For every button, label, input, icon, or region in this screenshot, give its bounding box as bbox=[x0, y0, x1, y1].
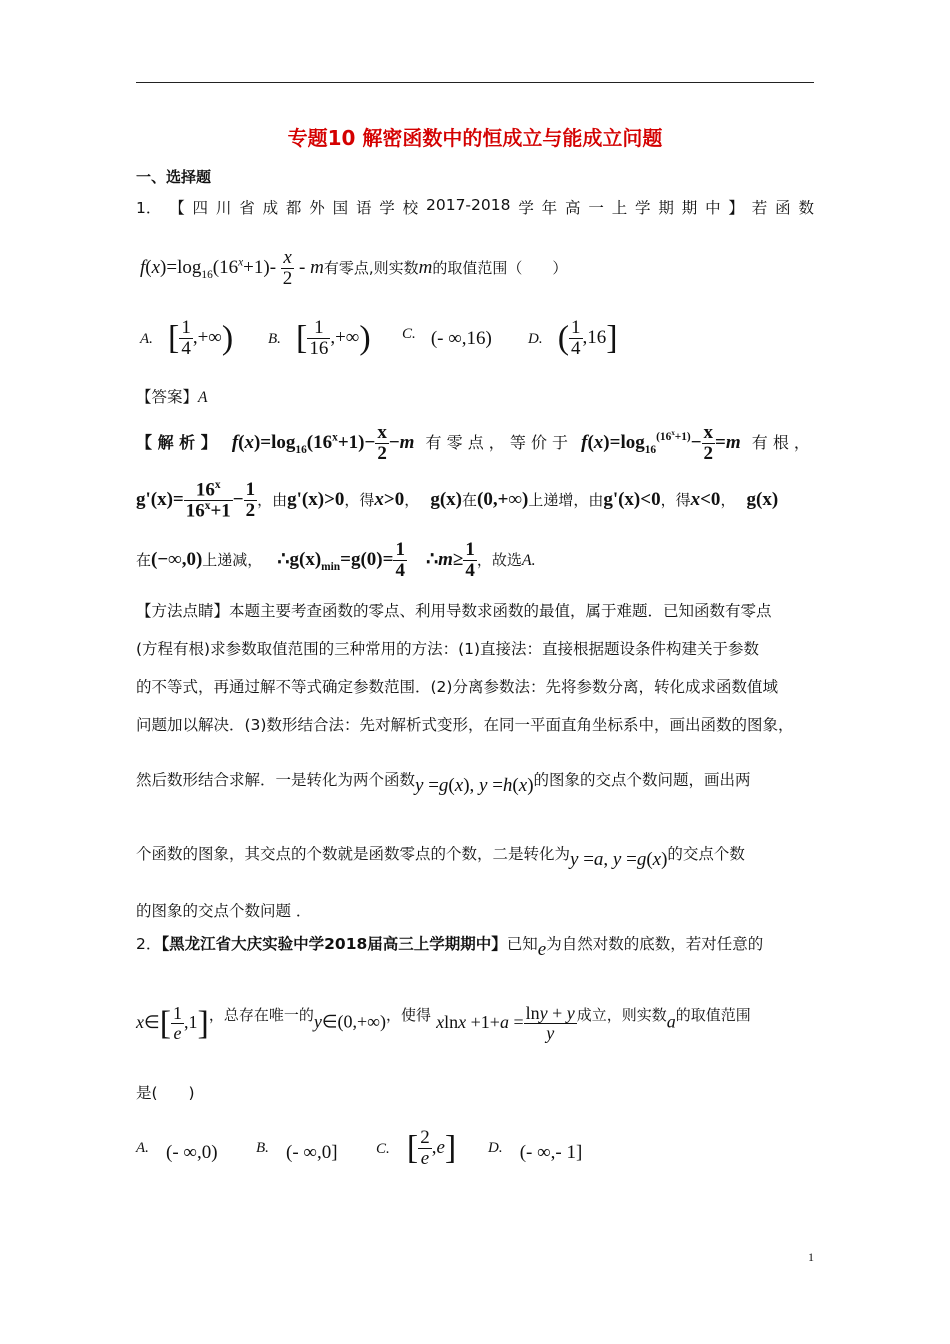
q2-text: ，使得 bbox=[386, 1005, 432, 1024]
method-line5: 然后数形结合求解．一是转化为两个函数y =g(x), y =h(x)的图象的交点个数问题，画出两 bbox=[136, 771, 751, 796]
q1-analysis-line1: 【 解 析 】 $f(x)=\log_{16}(16^x+1)-$ $\frac{x}{2}$ −m 有 零 点 ， 等 价 于 $f(x)=\log_{16}^{(16^x+1)}-$ $\frac{x}{2}$ =m 有 根 ， bbox=[136, 422, 810, 464]
q1-src-char: 四 bbox=[192, 199, 209, 217]
page-title: 专题10 解密函数中的恒成立与能成立问题 bbox=[287, 126, 663, 150]
q1-stem: $f(x)=\log_{16}(16^x+1)-$ $\frac{x}{2}$ - m有零点,则实数m的取值范围（ ） bbox=[140, 247, 568, 289]
method-line6: 个函数的图象，其交点的个数就是函数零点的个数，二是转化为y =a, y =g(x)的交点个数 bbox=[136, 845, 745, 870]
q1-src-char: 国 bbox=[332, 199, 349, 217]
q2-text: 的取值范围 bbox=[675, 1005, 751, 1024]
method-line7: 的图象的交点个数问题 ． bbox=[136, 902, 312, 920]
analysis-text: ， bbox=[720, 491, 736, 510]
analysis-text: ，故选 bbox=[476, 550, 522, 569]
q1-src-char: 省 bbox=[239, 199, 255, 217]
method-line3: 的不等式，再通过解不等式确定参数范围．(2)分离参数法：先将参数分离，转化成求函数值域 bbox=[136, 678, 778, 696]
analysis-text: 在 bbox=[462, 491, 478, 510]
analysis-text: ，由 bbox=[257, 491, 288, 510]
option-label: C. bbox=[402, 326, 416, 342]
q2-head: 2．【黑龙江省大庆实验中学2018届高三上学期期中】已知e为自然对数的底数，若对任意的 bbox=[136, 935, 764, 960]
q1-number: 1． bbox=[136, 199, 162, 217]
option-label: A. bbox=[136, 1140, 149, 1156]
q1-src-char: 校 bbox=[402, 199, 419, 217]
q1-src-char: 学 bbox=[379, 199, 395, 217]
method-text: 的图象的交点个数问题，画出两 bbox=[533, 771, 751, 789]
q1-src-char: 年 bbox=[541, 199, 558, 217]
q2-option-b[interactable]: B. (- ∞,0] bbox=[256, 1140, 338, 1163]
q1-src-char: 一 bbox=[588, 199, 604, 217]
q2-option-a[interactable]: A. (- ∞,0) bbox=[136, 1140, 218, 1163]
q2-option-d[interactable]: D. (- ∞,- 1] bbox=[488, 1140, 583, 1163]
q1-src-char: 学 bbox=[518, 199, 534, 217]
q1-option-d[interactable]: D. ( $\frac{1}{4}$ ,16] bbox=[528, 317, 618, 359]
q1-analysis-line2: g'(x)= $\frac{16^x}{16^x+1}$ − $\frac{1}{2}$ ，由g'(x)>0，得x>0， g(x)在(0,+∞)上递增，由g'(x)<0，得x<0， g(x) bbox=[136, 479, 779, 522]
q1-option-b[interactable]: B. [ $\frac{1}{16}$ ,+∞) bbox=[268, 317, 371, 359]
q2-text: 为自然对数的底数，若对任意的 bbox=[546, 935, 764, 953]
header-rule bbox=[136, 82, 814, 83]
option-label: C. bbox=[376, 1140, 390, 1157]
method-label: 【方法点睛】 bbox=[136, 602, 230, 620]
option-label: B. bbox=[256, 1140, 269, 1156]
q1-src-char: 学 bbox=[635, 199, 651, 217]
method-text: 然后数形结合求解．一是转化为两个函数 bbox=[136, 771, 416, 789]
answer-value: A bbox=[198, 389, 208, 406]
analysis-text: A. bbox=[521, 551, 536, 569]
method-line1 bbox=[136, 604, 772, 620]
q1-src-char: 成 bbox=[262, 199, 279, 217]
q1-formula: $f(x)=\log_{16}(16^x+1)-$ $\frac{x}{2}$ - m bbox=[140, 247, 324, 289]
q1-src-char: 中 bbox=[705, 199, 721, 217]
analysis-label: 【 解 析 】 bbox=[136, 432, 217, 452]
section-heading: 一、选择题 bbox=[136, 168, 212, 186]
q2-line2: x∈[ $\frac{1}{e}$ ,1]，总存在唯一的y∈(0,+∞)，使得 xlnx +1+a = $\frac{\ln y + y}{y}$ 成立，则实数a的取值范围 bbox=[136, 1003, 751, 1043]
q1-src-char: 函 bbox=[775, 199, 791, 217]
q1-src-char: 数 bbox=[798, 199, 814, 217]
q2-text: 已知 bbox=[506, 935, 538, 953]
q1-option-c[interactable]: C. (- ∞,16) bbox=[402, 326, 492, 349]
method-text: 的交点个数 bbox=[667, 845, 745, 863]
analysis-text: 有 零 点 ， 等 价 于 bbox=[425, 432, 569, 452]
analysis-text: 上递增，由 bbox=[528, 491, 604, 510]
q1-source-line bbox=[136, 196, 814, 218]
method-text: 个函数的图象，其交点的个数就是函数零点的个数，二是转化为 bbox=[136, 845, 571, 863]
q1-src-char: 上 bbox=[611, 199, 628, 217]
method-line2: (方程有根)求参数取值范围的三种常用的方法：(1)直接法：直接根据题设条件构建关于参数 bbox=[136, 640, 760, 658]
q1-src-char: 高 bbox=[565, 199, 581, 217]
q1-src-char: 若 bbox=[751, 199, 768, 217]
q2-number: 2． bbox=[136, 935, 162, 953]
q1-src-char: 语 bbox=[355, 199, 372, 217]
q1-src-char: 2017-2018 bbox=[425, 196, 511, 214]
analysis-text: ， bbox=[404, 491, 420, 510]
option-label: D. bbox=[488, 1140, 503, 1156]
method-text: 本题主要考查函数的零点、利用导数求函数的最值，属于难题．已知函数有零点 bbox=[229, 602, 772, 620]
answer-label: 【答案】 bbox=[136, 388, 199, 406]
analysis-text: 在 bbox=[136, 550, 152, 569]
q1-stem-text: 有零点,则实数 bbox=[323, 258, 419, 277]
analysis-text: 有 根 ， bbox=[751, 432, 810, 452]
q1-src-char: 外 bbox=[309, 199, 325, 217]
q2-text: 成立，则实数 bbox=[576, 1005, 667, 1024]
q2-text: ，总存在唯一的 bbox=[208, 1005, 314, 1024]
q2-source: 【黑龙江省大庆实验中学2018届高三上学期期中】 bbox=[161, 935, 507, 953]
q1-stem-end: 的取值范围（ ） bbox=[432, 258, 568, 277]
q1-analysis-line3: 在(−∞,0)上递减， $\therefore g(x)_{min}=g(0)=$ $\frac{1}{4}$ ∴m≥ $\frac{1}{4}$ ，故选A. bbox=[136, 539, 536, 581]
q1-src-char: 川 bbox=[215, 199, 232, 217]
q2-line3: 是( ) bbox=[136, 1084, 195, 1102]
q1-src-char: 期 bbox=[681, 199, 698, 217]
page-number: 1 bbox=[808, 1250, 814, 1264]
q1-answer bbox=[136, 390, 207, 406]
q1-src-char: 期 bbox=[658, 199, 674, 217]
q1-option-a[interactable]: A. [ $\frac{1}{4}$ ,+∞) bbox=[140, 317, 234, 359]
q2-option-c[interactable]: C. [ $\frac{2}{e}$ ,e] bbox=[376, 1127, 457, 1169]
method-line4: 问题加以解决．(3)数形结合法：先对解析式变形，在同一平面直角坐标系中，画出函数的图象， bbox=[136, 716, 794, 734]
analysis-text: ，得 bbox=[660, 491, 691, 510]
q1-src-char: 【 bbox=[169, 199, 185, 217]
q1-src-char: 都 bbox=[285, 199, 302, 217]
option-label: D. bbox=[528, 330, 543, 347]
analysis-text: 上递减， bbox=[202, 550, 263, 569]
analysis-text: ，得 bbox=[344, 491, 375, 510]
q1-src-char: 】 bbox=[728, 199, 744, 217]
fraction: $\frac{x}{2}$ bbox=[282, 247, 293, 289]
option-label: A. bbox=[140, 330, 153, 347]
option-label: B. bbox=[268, 330, 281, 347]
